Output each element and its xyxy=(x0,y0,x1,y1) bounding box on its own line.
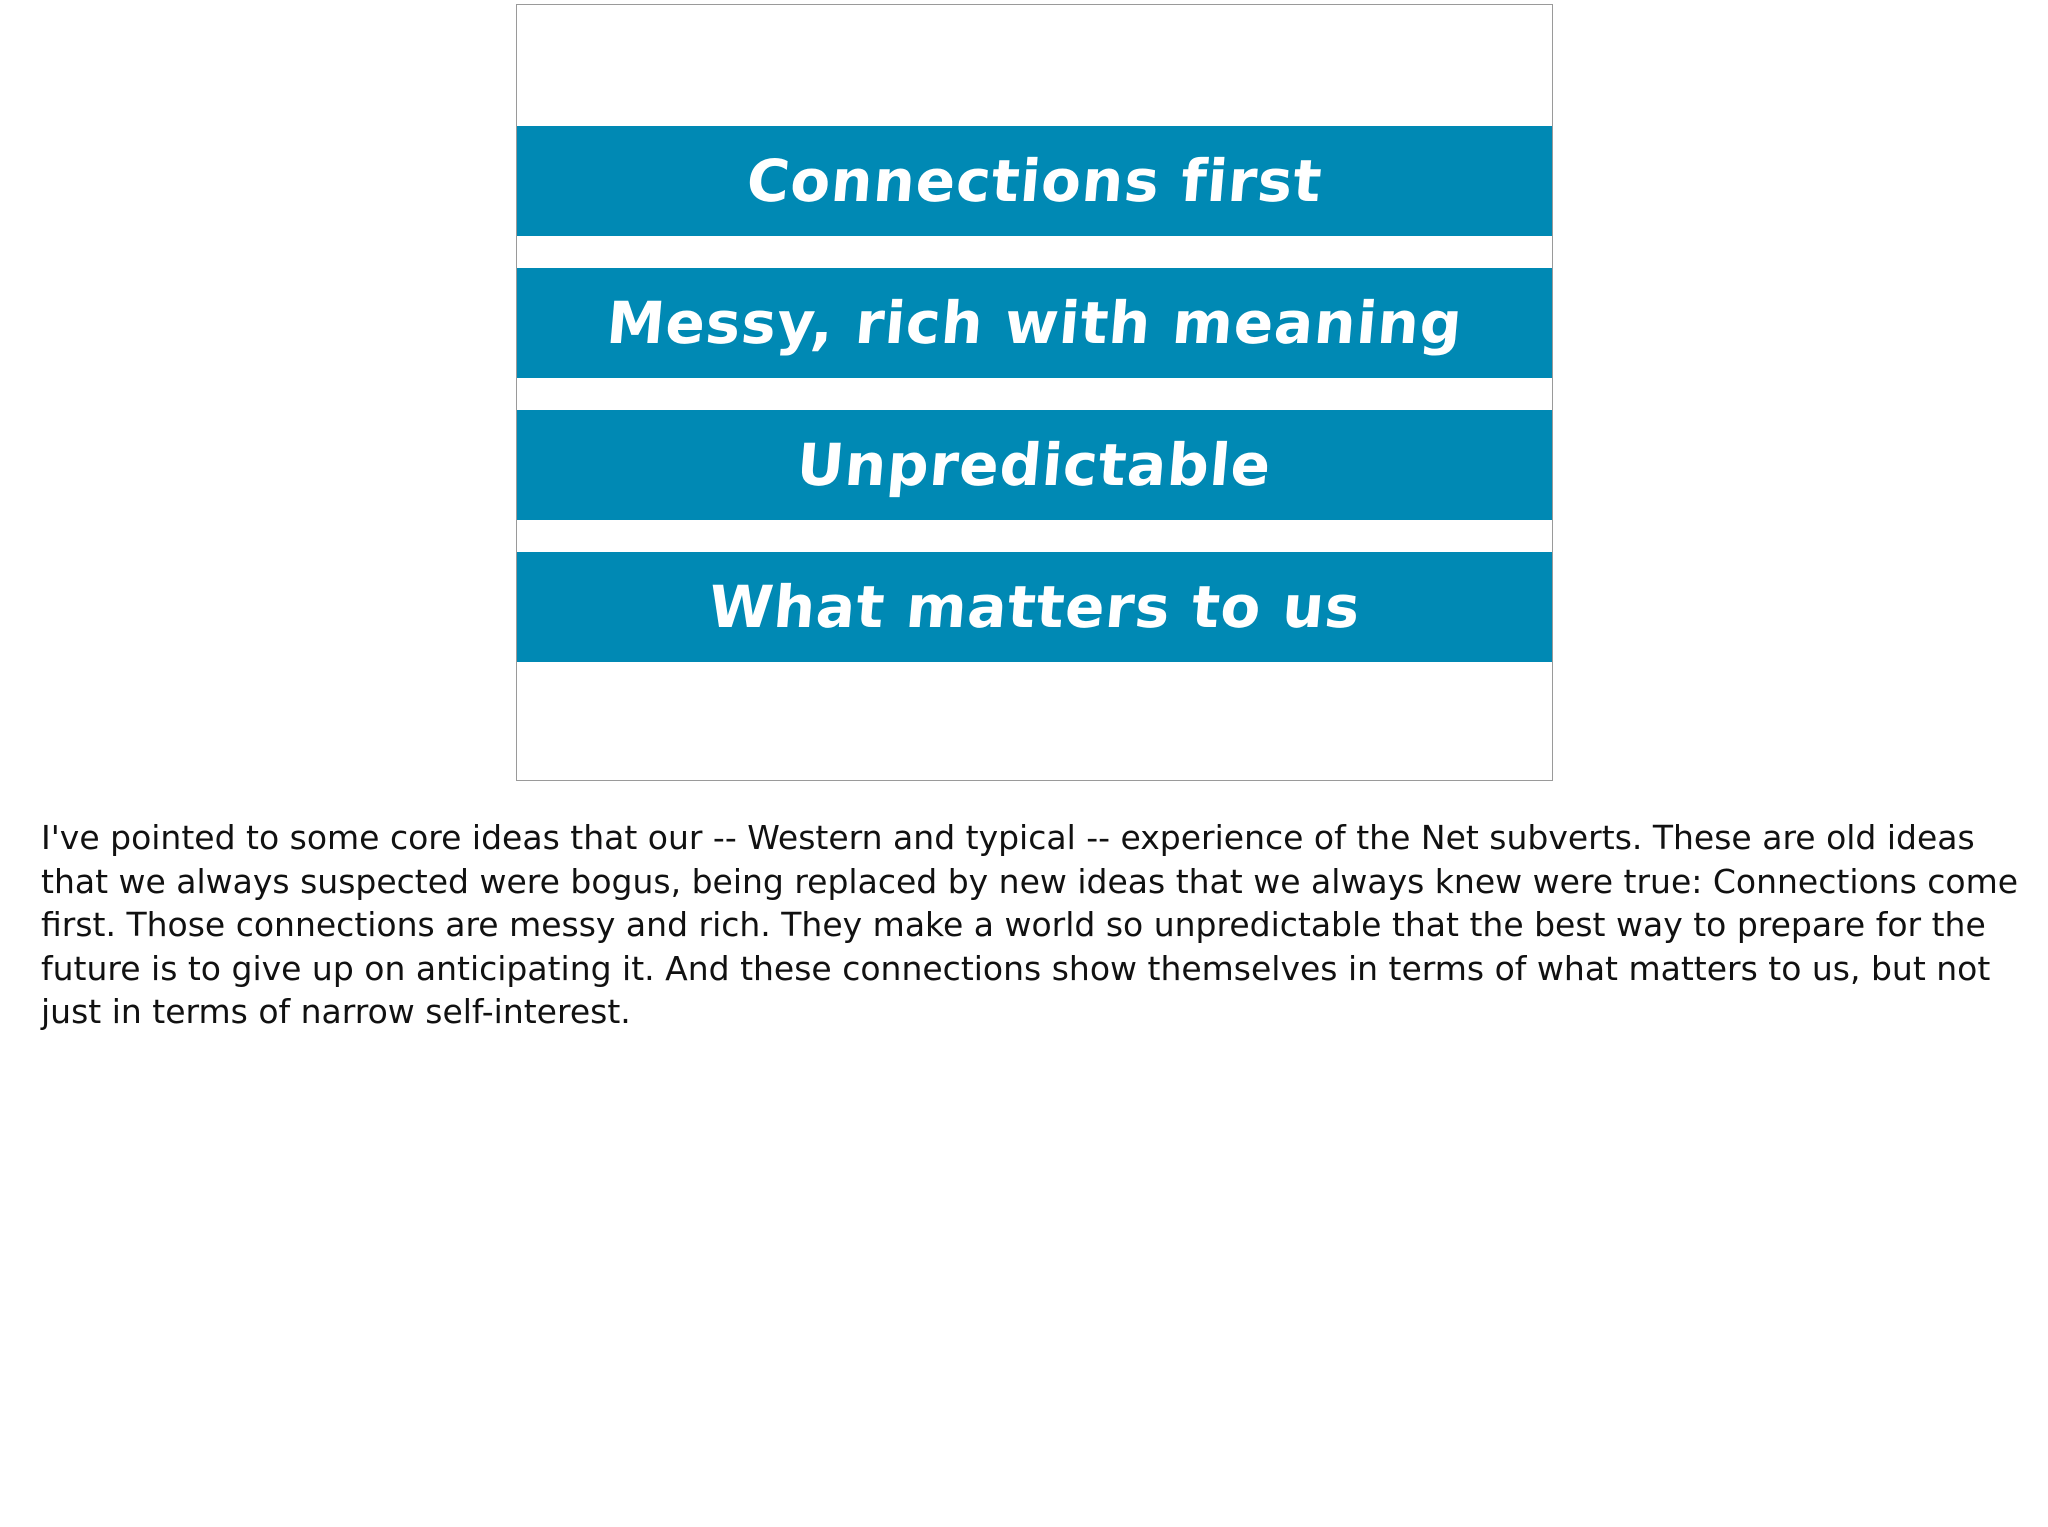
band-label: Connections first xyxy=(743,147,1326,215)
band-messy-rich xyxy=(517,268,1552,378)
speaker-notes: I've pointed to some core ideas that our -- Western and typical -- experience of the Net subverts. These are old ideas that we always suspected were bogus, being replaced by new ideas that we always knew were true: Connections come first. Those connections are messy and rich. They make a world so unpredictable that the best way to prepare for the future is to give up on anticipating it. And these connections show themselves in terms of what matters to us, but not just in terms of narrow self-interest. xyxy=(41,818,2019,1031)
band-unpredictable xyxy=(517,410,1552,520)
slide-canvas xyxy=(516,4,1553,781)
band-label: What matters to us xyxy=(705,573,1364,641)
band-connections-first xyxy=(517,126,1552,236)
band-label: Unpredictable xyxy=(794,431,1275,499)
band-label: Messy, rich with meaning xyxy=(603,289,1466,357)
band-what-matters xyxy=(517,552,1552,662)
